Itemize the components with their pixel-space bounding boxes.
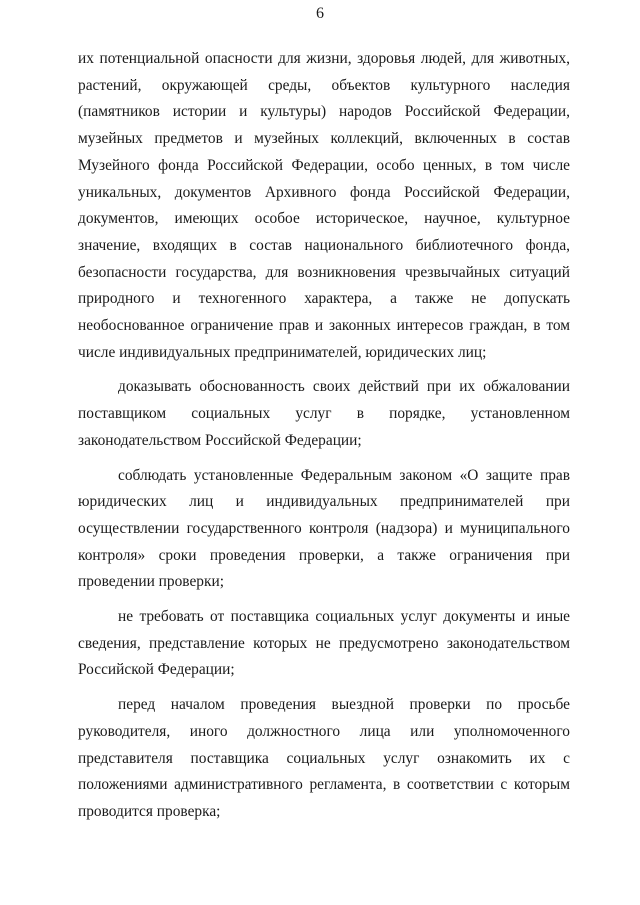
document-body [78, 46, 570, 834]
paragraph-familiarize-regulation: перед началом проведения выездной проверки по просьбе руководителя, иного должностного лица или уполномоченного представителя поставщика социальных услуг ознакомить их с положениями административного регламента, в соответствии с которым проводится проверка; [78, 696, 570, 820]
paragraph-no-extra-documents: не требовать от поставщика социальных услуг документы и иные сведения, представление которых не предусмотрено законодательством Российской Федерации; [78, 608, 570, 679]
paragraph-justify-actions: доказывать обоснованность своих действий при их обжаловании поставщиком социальных услуг в порядке, установленном законодательством Российской Федерации; [78, 378, 570, 449]
paragraph-inspection-terms: соблюдать установленные Федеральным законом «О защите прав юридических лиц и индивидуальных предпринимателей при осуществлении государственного контроля (надзора) и муниципального контроля» сроки проведения проверки, а также ограничения при проведении проверки; [78, 466, 570, 591]
paragraph-continuation: их потенциальной опасности для жизни, здоровья людей, для животных, растений, окружающей среды, объектов культурного наследия (памятников истории и культуры) народов Российской Федерации, музейных предметов и музейных коллекций, включенных в состав Музейного фонда Российской Федерации, особо ценных, в том числе уникальных, документов Архивного фонда Российской Федерации, документов, имеющих особое историческое, научное, культурное значение, входящих в состав национального библиотечного фонда, безопасности государства, для возникновения чрезвычайных ситуаций природного и техногенного характера, а также не допускать необоснованное ограничение прав и законных интересов граждан, в том числе индивидуальных предпринимателей, юридических лиц; [78, 50, 570, 361]
page-number: 6 [316, 5, 324, 22]
